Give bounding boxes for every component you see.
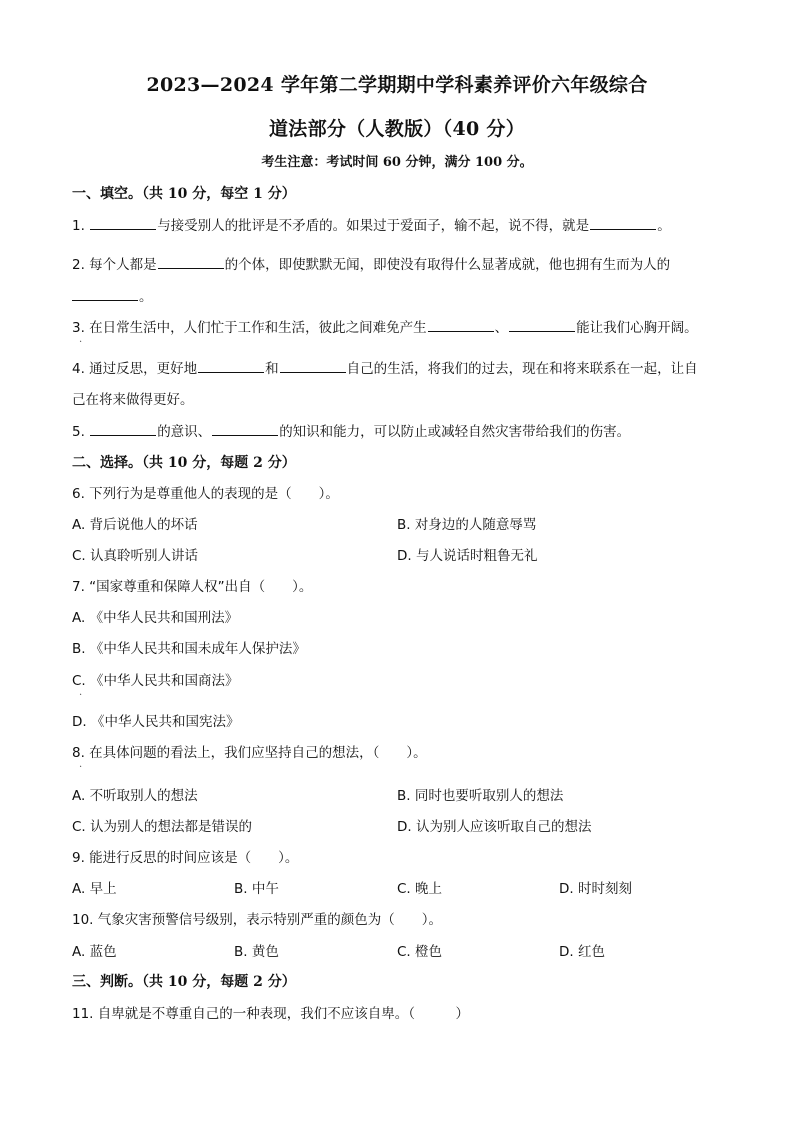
option-d[interactable]: D. 《中华人民共和国宪法》 (72, 714, 240, 730)
question-3 (72, 316, 698, 336)
section-heading-choice: 二、选择。（共 10 分，每题 2 分） (72, 455, 296, 471)
option-a[interactable]: A. 《中华人民共和国刑法》 (72, 610, 239, 626)
answer-blank[interactable] (90, 421, 156, 436)
option-d[interactable]: D. 与人说话时粗鲁无礼 (397, 548, 538, 564)
question-1 (72, 214, 671, 234)
question-8-stem: 8. 在具体问题的看法上，我们应坚持自己的想法，（ ）。 (72, 745, 427, 761)
question-10-stem: 10. 气象灾害预警信号级别，表示特别严重的颜色为（ ）。 (72, 912, 443, 928)
question-7-stem: 7. “国家尊重和保障人权”出自（ ）。 (72, 579, 313, 595)
question-text: 的知识和能力，可以防止或减轻自然灾害带给我们的伤害。 (279, 424, 631, 440)
option-c[interactable]: C. 认为别人的想法都是错误的 (72, 819, 253, 835)
question-text: 的个体，即使默默无闻，即使没有取得什么显著成就，他也拥有生而为人的 (224, 257, 671, 273)
answer-blank[interactable] (198, 358, 264, 373)
option-b[interactable]: B. 《中华人民共和国未成年人保护法》 (72, 641, 306, 657)
option-b[interactable]: B. 同时也要听取别人的想法 (397, 788, 564, 804)
option-a[interactable]: A. 蓝色 (72, 944, 117, 960)
question-text: 2. 每个人都是 (72, 257, 157, 273)
answer-blank[interactable] (509, 317, 575, 332)
question-11: 11. 自卑就是不尊重自己的一种表现，我们不应该自卑。（ ） (72, 1006, 470, 1022)
question-text: 能让我们心胸开阔。 (576, 320, 698, 336)
question-text: 和 (265, 361, 279, 377)
option-a[interactable]: A. 背后说他人的坏话 (72, 517, 198, 533)
answer-blank[interactable] (72, 286, 138, 301)
option-d[interactable]: D. 认为别人应该听取自己的想法 (397, 819, 592, 835)
option-b[interactable]: B. 黄色 (234, 944, 279, 960)
question-6-stem: 6. 下列行为是尊重他人的表现的是（ ）。 (72, 486, 339, 502)
stray-dot: . (79, 759, 83, 770)
answer-blank[interactable] (590, 215, 656, 230)
option-c[interactable]: C. 橙色 (397, 944, 443, 960)
option-d[interactable]: D. 红色 (559, 944, 605, 960)
question-2-continued (72, 285, 153, 305)
question-text: 。 (657, 218, 671, 234)
option-b[interactable]: B. 对身边的人随意辱骂 (397, 517, 537, 533)
option-a[interactable]: A. 不听取别人的想法 (72, 788, 198, 804)
question-text: 4. 通过反思，更好地 (72, 361, 198, 377)
option-b[interactable]: B. 中午 (234, 881, 279, 897)
option-c[interactable]: C. 《中华人民共和国商法》 (72, 673, 239, 689)
option-c[interactable]: C. 晚上 (397, 881, 443, 897)
question-text: 、 (494, 320, 509, 336)
option-c[interactable]: C. 认真聆听别人讲话 (72, 548, 199, 564)
question-text: 3. 在日常生活中，人们忙于工作和生活，彼此之间难免产生 (72, 320, 427, 336)
question-text: 与接受别人的批评是不矛盾的。如果过于爱面子，输不起，说不得，就是 (157, 218, 590, 234)
question-text: 的意识、 (157, 424, 212, 440)
exam-notice: 考生注意：考试时间 60 分钟，满分 100 分。 (261, 155, 533, 170)
question-4-continued (72, 388, 194, 408)
question-text: 。 (139, 289, 153, 305)
question-5: 5. 的意识、 的知识和能力，可以防止或减轻自然灾害带给我们的伤害。 (72, 420, 630, 440)
answer-blank[interactable] (90, 215, 156, 230)
option-a[interactable]: A. 早上 (72, 881, 117, 897)
page-title: 2023—2024 学年第二学期期中学科素养评价六年级综合 (146, 74, 648, 96)
answer-blank[interactable] (280, 358, 346, 373)
page-subtitle: 道法部分（人教版）（40 分） (268, 118, 526, 140)
section-heading-judge: 三、判断。（共 10 分，每题 2 分） (72, 974, 296, 990)
answer-blank[interactable] (212, 421, 278, 436)
option-d[interactable]: D. 时时刻刻 (559, 881, 632, 897)
section-heading-fill: 一、填空。（共 10 分，每空 1 分） (72, 186, 296, 202)
question-9-stem: 9. 能进行反思的时间应该是（ ）。 (72, 850, 299, 866)
stray-dot: . (79, 334, 83, 345)
question-4 (72, 357, 698, 377)
question-text: 己在将来做得更好。 (72, 392, 194, 408)
question-2 (72, 253, 670, 273)
answer-blank[interactable] (158, 254, 224, 269)
question-number: 1. (72, 218, 85, 234)
answer-blank[interactable] (428, 317, 494, 332)
stray-dot: . (79, 687, 83, 698)
question-text: 自己的生活，将我们的过去，现在和将来联系在一起，让自 (346, 361, 698, 377)
